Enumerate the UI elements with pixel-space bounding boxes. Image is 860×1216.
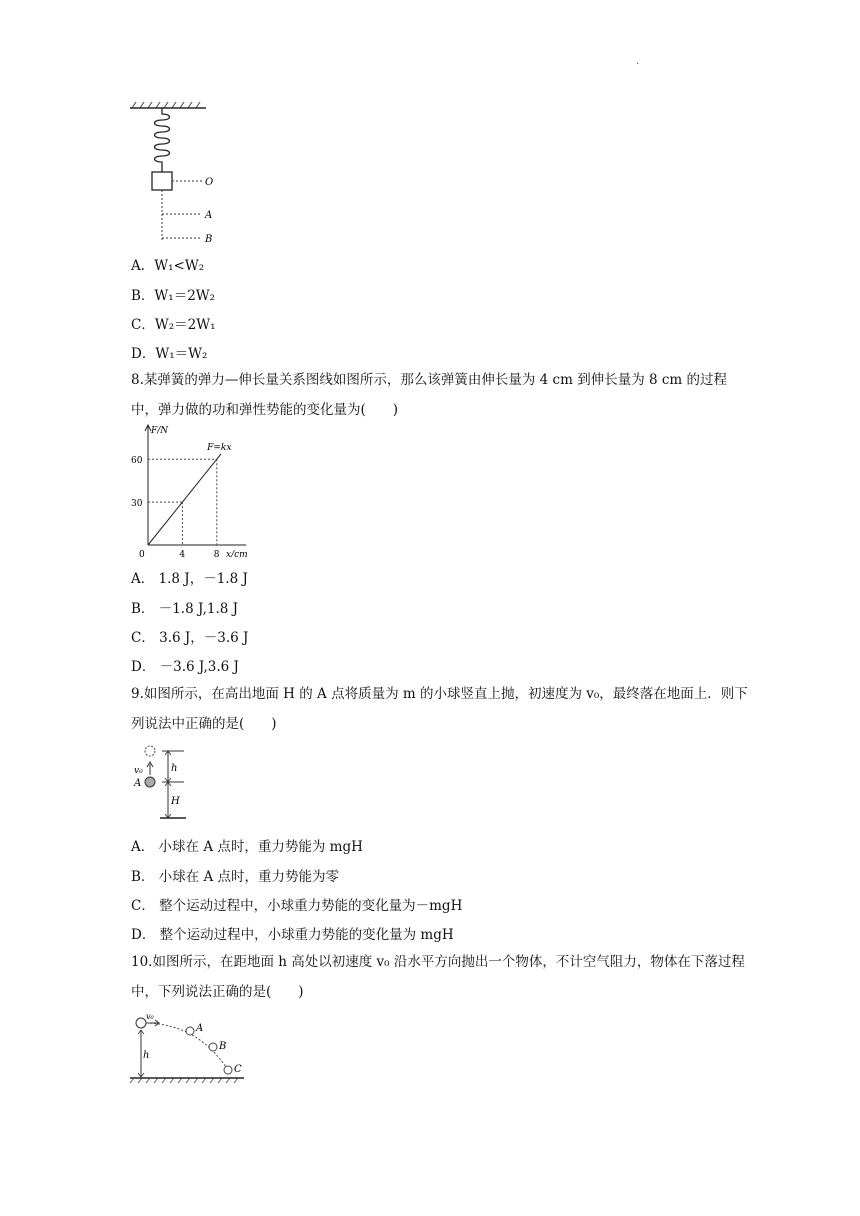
label-h: h — [171, 763, 178, 774]
q8-option-d: D． －3.6 J,3.6 J — [131, 659, 239, 675]
y-axis-label: F/N — [151, 426, 169, 436]
q10-text: 10.如图所示，在距地面 h 高处以初速度 v₀ 沿水平方向抛出一个物体，不计空气阻力，物体在下落过程中，下列说法正确的是( ) — [131, 954, 745, 1000]
q9-option-c: C． 整个运动过程中，小球重力势能的变化量为－mgH — [131, 898, 463, 914]
q9-option-d: D． 整个运动过程中，小球重力势能的变化量为 mgH — [131, 927, 454, 943]
projectile-up-figure — [130, 742, 200, 827]
label-h: h — [143, 1050, 150, 1061]
q9-text: 9.如图所示，在高出地面 H 的 A 点将质量为 m 的小球竖直上抛，初速度为 v₀，最终落在地面上．则下列说法中正确的是( ) — [131, 686, 748, 732]
label-a: A — [205, 210, 213, 221]
label-a: A — [196, 1023, 204, 1034]
spring-figure — [128, 100, 228, 245]
label-b: B — [205, 234, 213, 245]
x-tick-label: 4 — [179, 550, 186, 557]
y-tick-label: 60 — [131, 456, 143, 467]
label-b: B — [219, 1041, 227, 1052]
horizontal-throw-figure — [128, 1010, 248, 1085]
x-tick-label: 8 — [213, 550, 220, 557]
q8-option-a: A． 1.8 J，－1.8 J — [131, 571, 248, 587]
label-v0: v₀ — [146, 1012, 154, 1021]
q7-option-b: B．W₁＝2W₂ — [131, 288, 216, 304]
origin-label: 0 — [139, 550, 145, 557]
q7-option-c: C．W₂＝2W₁ — [131, 317, 216, 333]
q8-text: 8.某弹簧的弹力—伸长量关系图线如图所示，那么该弹簧由伸长量为 4 cm 到伸长量为 8 cm 的过程中，弹力做的功和弹性势能的变化量为( ) — [131, 372, 728, 418]
label-o: O — [205, 177, 214, 188]
series-label: F=kx — [207, 442, 232, 453]
q9-option-a: A． 小球在 A 点时，重力势能为 mgH — [131, 839, 363, 855]
x-axis-label: x/cm — [226, 550, 248, 557]
label-v0: v₀ — [134, 766, 143, 776]
q7-option-d: D．W₁＝W₂ — [131, 346, 208, 362]
q7-option-a: A．W₁<W₂ — [131, 258, 205, 274]
force-extension-chart — [126, 422, 266, 557]
y-tick-label: 30 — [131, 499, 143, 510]
q9-option-b: B． 小球在 A 点时，重力势能为零 — [131, 869, 340, 885]
q8-option-b: B． －1.8 J,1.8 J — [131, 601, 239, 617]
q8-option-c: C． 3.6 J，－3.6 J — [131, 630, 249, 646]
label-a: A — [134, 778, 142, 789]
label-big-h: H — [171, 796, 180, 807]
label-c: C — [234, 1064, 242, 1075]
header-mark: . — [636, 56, 640, 67]
series-line — [148, 454, 221, 545]
